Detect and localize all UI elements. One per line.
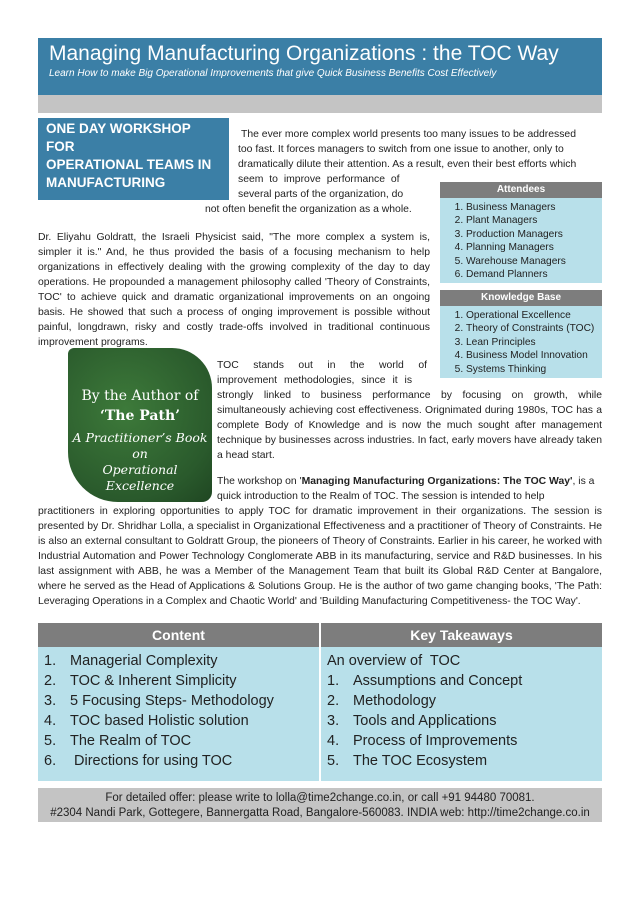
header-divider-bar	[38, 95, 602, 113]
intro-line: seem to improve performance of	[238, 174, 400, 185]
attendees-panel	[440, 182, 602, 283]
page-subtitle: Learn How to make Big Operational Improvements that give Quick Business Benefits Cost Effectively	[49, 68, 497, 79]
content-item: TOC based Holistic solution	[70, 713, 249, 729]
takeaway-item: Assumptions and Concept	[353, 673, 523, 689]
workshop-paragraph: practitioners in exploring opportunities to apply TOC for dramatic improvement in their organizations. The session is presented by Dr. Shridhar Lolla, a specialist in Organizational Effectiveness and a practitioner of Theory of Constraints. He is also an external consultant to Goldratt Group, the pioneers of Theory of Constraints. Earlier in his career, he worked with Industrial Automation and Power Technology Conglomerate ABB in its manufacturing, service and R&D businesses. In his last assignment with ABB, he was a Member of the Management Team that built its Global R&D Center at Bangalore, where he served as the Head of Applications & Solutions Group. He is the author of two game changing books, 'The Path: Leveraging Operations in a Complex and Chaotic World' and 'Building Manufacturing Competitiveness- the TOC Way'.	[38, 506, 602, 607]
list-item: 5. Warehouse Managers	[466, 255, 596, 268]
list-item: 5. The Realm of TOC	[44, 733, 192, 749]
list-item: 3. Production Managers	[466, 228, 596, 241]
takeaway-item: Methodology	[353, 693, 437, 709]
book-cover-image	[68, 348, 212, 502]
list-item: 1. Business Managers	[466, 201, 596, 214]
intro-line: not often benefit the organization as a whole.	[205, 204, 412, 215]
page-header	[38, 38, 602, 95]
list-item: 6. Directions for using TOC	[44, 753, 233, 769]
address-line: #2304 Nandi Park, Gottegere, Bannergatta Road, Bangalore-560083. INDIA web: http://time2change.co.in	[50, 807, 590, 819]
workshop-line: OPERATIONAL TEAMS IN	[46, 157, 212, 172]
content-heading: Content	[38, 623, 320, 647]
list-item: 2. Methodology	[327, 693, 437, 709]
takeaway-item: Process of Improvements	[353, 733, 518, 749]
contact-line: For detailed offer: please write to lolla@time2change.co.in, or call +91 94480 70081.	[105, 792, 535, 804]
list-item: 2. Plant Managers	[466, 214, 596, 227]
workshop-lead-text: The workshop on '	[217, 476, 302, 487]
book-title: ‘The Path’	[100, 408, 180, 424]
content-item: TOC & Inherent Simplicity	[70, 673, 237, 689]
workshop-paragraph-lead	[217, 474, 602, 489]
contact-footer	[38, 788, 602, 822]
list-item: 3. 5 Focusing Steps- Methodology	[44, 693, 274, 709]
list-item: 4. Business Model Innovation	[466, 349, 600, 362]
workshop-line: ONE DAY WORKSHOP FOR	[46, 121, 191, 154]
list-item: 2. Theory of Constraints (TOC)	[466, 322, 600, 335]
list-item: 5. Systems Thinking	[466, 363, 600, 376]
intro-line: several parts of the organization, do	[238, 189, 404, 200]
content-item: Managerial Complexity	[70, 653, 218, 669]
intro-line: The ever more complex world presents too many issues to be addressed	[241, 129, 576, 140]
takeaway-item: The TOC Ecosystem	[353, 753, 488, 769]
knowledge-base-heading: Knowledge Base	[440, 290, 602, 306]
workshop-lead-end: , is a	[572, 476, 595, 487]
list-item: 4. Process of Improvements	[327, 733, 518, 749]
toc-paragraph: strongly linked to business performance by focusing on growth, while simultaneously achieving cost effectiveness. Orignimated during 1980s, TOC has a complete Body of Knowledge and is now the much sought after management technique by businesses across industries. In fact, early movers have already taken a head start.	[217, 390, 602, 461]
content-table	[38, 623, 602, 781]
content-item: Directions for using TOC	[70, 753, 233, 769]
book-subtitle	[68, 430, 212, 494]
content-list	[38, 647, 320, 781]
list-item: 4. Planning Managers	[466, 241, 596, 254]
content-item: The Realm of TOC	[70, 733, 192, 749]
list-item: 4. TOC based Holistic solution	[44, 713, 249, 729]
list-item: 2. TOC & Inherent Simplicity	[44, 673, 237, 689]
attendees-list	[440, 198, 602, 283]
list-item: 1. Operational Excellence	[466, 309, 600, 322]
content-item: 5 Focusing Steps- Methodology	[70, 693, 274, 709]
list-item: 1. Assumptions and Concept	[327, 673, 523, 689]
book-subtitle-line: Operational Excellence	[102, 462, 178, 493]
list-item: 3. Lean Principles	[466, 336, 600, 349]
book-line: By the Author of	[81, 388, 199, 404]
intro-line: dramatically dilute their attention. As a result, even their best efforts which	[238, 159, 577, 170]
book-subtitle-line: A Practitioner’s Book on	[72, 430, 208, 461]
takeaways-intro: An overview of TOC	[327, 653, 461, 669]
workshop-paragraph-line2: quick introduction to the Realm of TOC. The session is intended to help	[217, 491, 545, 502]
takeaways-list	[320, 647, 602, 781]
list-item: 6. Demand Planners	[466, 268, 596, 281]
page-title: Managing Manufacturing Organizations : the TOC Way	[49, 42, 559, 65]
goldratt-paragraph: Dr. Eliyahu Goldratt, the Israeli Physicist said, "The more complex a system is, simpler it is." And, he thus provided the basis of a focusing mechanism to help organizations in effectively dealing with the growing complexity of the day to day operations. He propounded a management philosophy called 'Theory of Constraints, TOC' to achieve quick and dramatic organizational improvements on an ongoing basis. He showed that such a process of onging improvement is possible without painful, longdrawn, risky and costly trade-offs involved in traditional continuous improvement programs.	[38, 232, 430, 348]
workshop-title: Managing Manufacturing Organizations: The TOC Way'	[301, 476, 573, 487]
list-item: 1. Managerial Complexity	[44, 653, 218, 669]
toc-paragraph-start: TOC stands out in the world of improvement methodologies, since it is	[217, 360, 427, 386]
workshop-label-box	[38, 118, 229, 200]
takeaway-item: Tools and Applications	[353, 713, 497, 729]
workshop-line: MANUFACTURING	[46, 175, 166, 190]
knowledge-base-panel	[440, 290, 602, 378]
knowledge-base-list	[440, 306, 602, 378]
list-item: 3. Tools and Applications	[327, 713, 497, 729]
list-item: 5. The TOC Ecosystem	[327, 753, 488, 769]
attendees-heading: Attendees	[440, 182, 602, 198]
takeaways-heading: Key Takeaways	[320, 623, 602, 647]
intro-line: too fast. It forces managers to switch from one issue to another, only to	[238, 144, 564, 155]
